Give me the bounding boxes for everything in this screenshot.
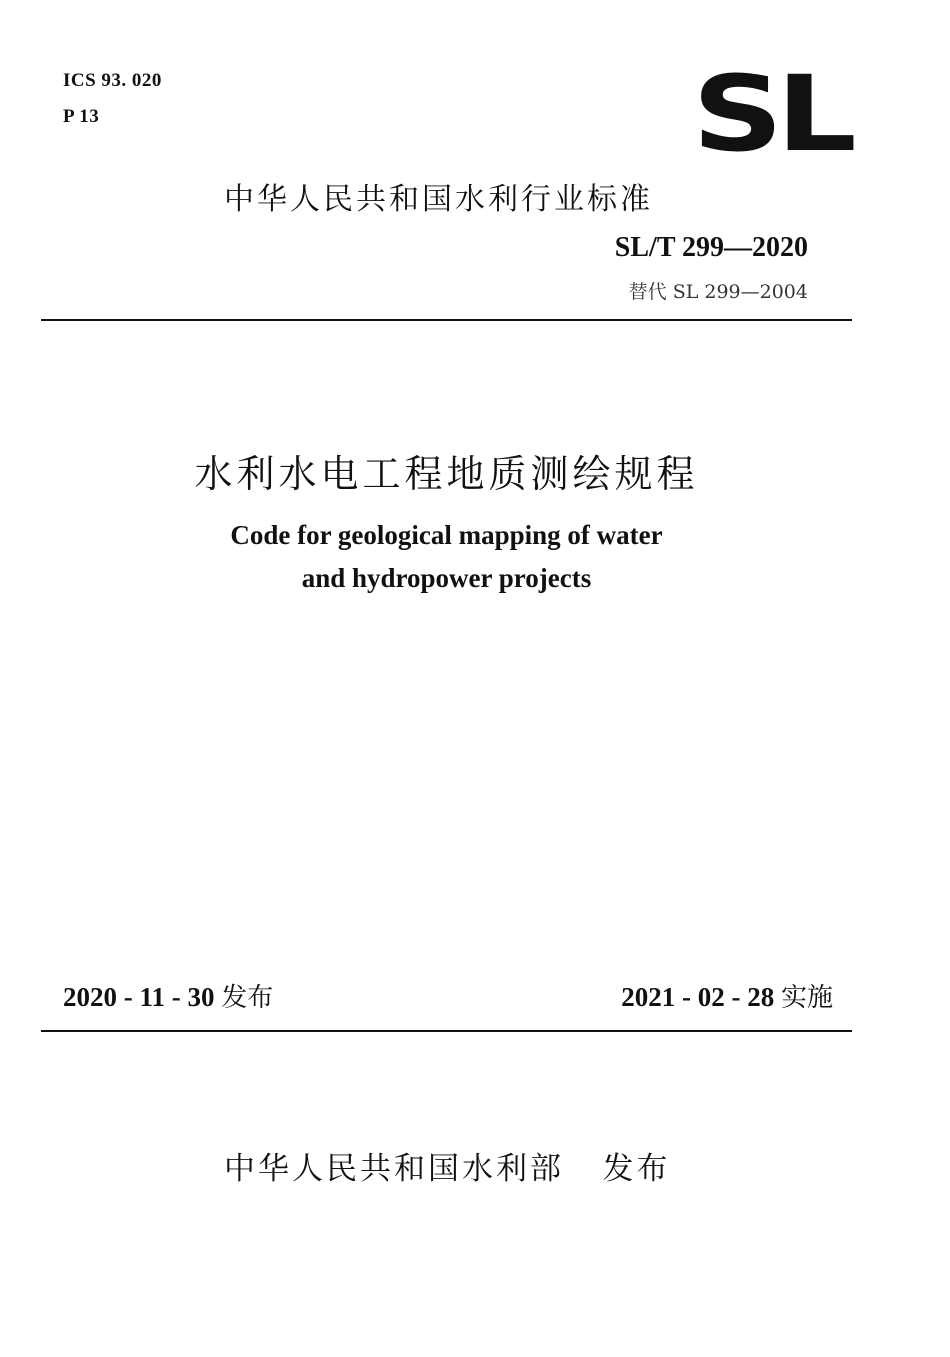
standard-category: 中华人民共和国水利行业标准 (224, 182, 653, 217)
implement-date: 2021 - 02 - 28 (621, 982, 775, 1012)
issuer: 中华人民共和国水利部 发布 (224, 1151, 671, 1187)
replaces-code: 替代 SL 299—2004 (628, 281, 808, 303)
implement-label: 实施 (780, 983, 833, 1013)
sl-logo: SL (692, 53, 850, 175)
top-divider (41, 319, 852, 321)
issue-date-block (63, 977, 273, 1014)
title-chinese: 水利水电工程地质测绘规程 (194, 452, 699, 496)
bottom-divider (41, 1030, 852, 1032)
issue-label: 发布 (221, 983, 274, 1013)
ics-number: ICS 93. 020 (63, 70, 162, 91)
title-english-line2: and hydropower projects (301, 563, 592, 593)
classification-code: P 13 (63, 106, 100, 127)
title-english-line1: Code for geological mapping of water (230, 520, 663, 550)
standard-code: SL/T 299—2020 (614, 232, 808, 263)
implement-date-block (621, 977, 833, 1014)
issue-date: 2020 - 11 - 30 (63, 982, 215, 1012)
